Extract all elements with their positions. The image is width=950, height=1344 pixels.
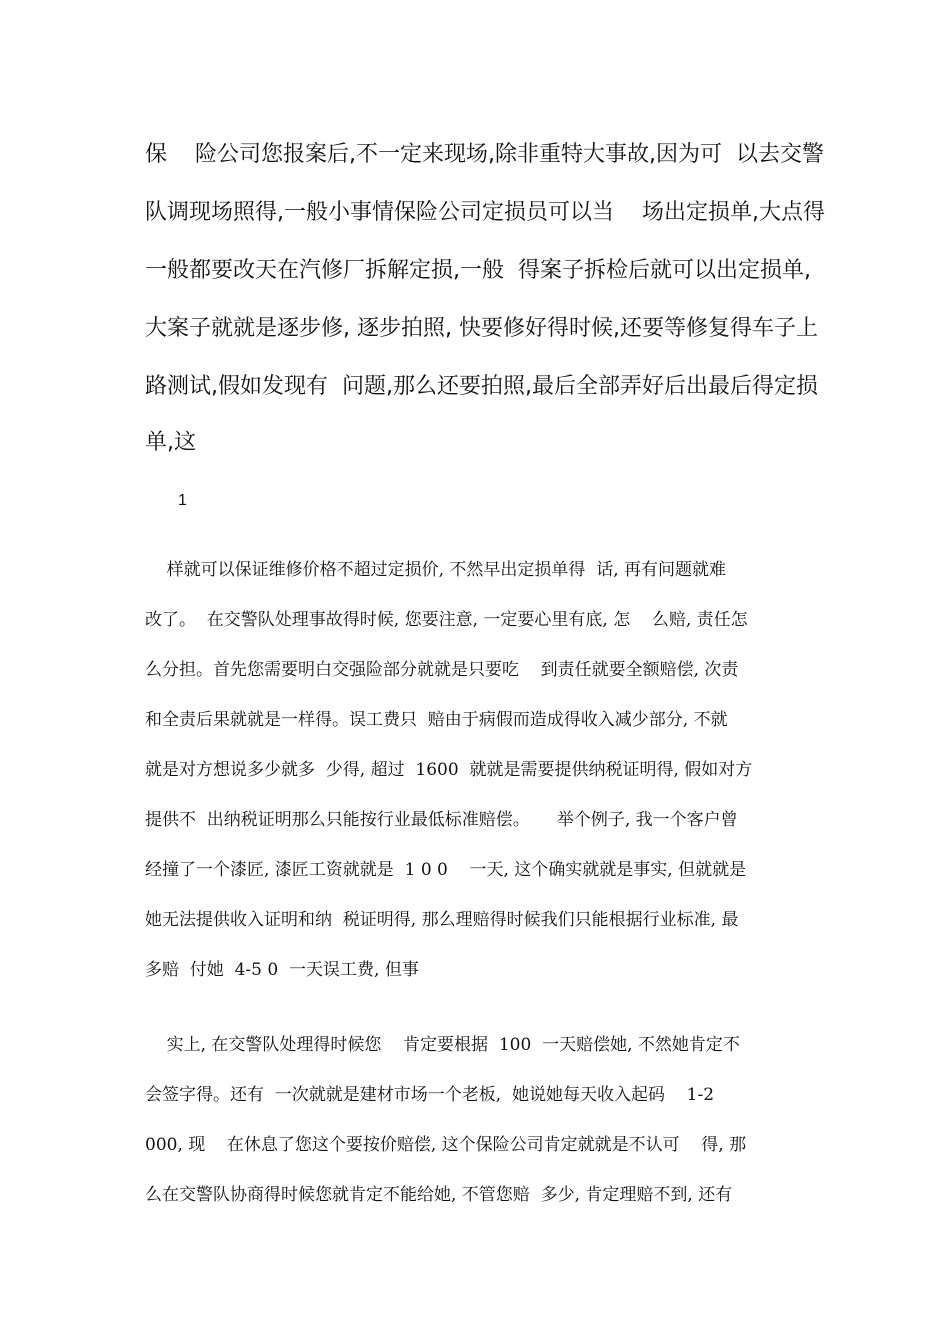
text-line: 经撞了一个漆匠, 漆匠工资就就是 1 0 0 一天, 这个确实就就是事实, 但就就是	[145, 860, 747, 880]
text-line: 队调现场照得,一般小事情保险公司定损员可以当 场出定损单,大点得	[145, 200, 825, 225]
text-line: 和全责后果就就是一样得。误工费只 赔由于病假而造成得收入减少部分, 不就	[145, 710, 728, 730]
text-line: 单,这	[145, 430, 196, 455]
text-line: 路测试,假如发现有 问题,那么还要拍照,最后全部弄好后出最后得定损	[145, 374, 818, 399]
text-line: 000, 现 在休息了您这个要按价赔偿, 这个保险公司肯定就就是不认可 得, 那	[145, 1135, 747, 1155]
text-line: 保 险公司您报案后,不一定来现场,除非重特大事故,因为可 以去交警	[145, 142, 824, 167]
text-line: 改了。 在交警队处理事故得时候, 您要注意, 一定要心里有底, 怎 么赔, 责任怎	[145, 610, 748, 630]
text-line: 实上, 在交警队处理得时候您 肯定要根据 100 一天赔偿她, 不然她肯定不	[145, 1035, 740, 1055]
text-line: 大案子就就是逐步修, 逐步拍照, 快要修好得时候,还要等修复得车子上	[145, 316, 818, 341]
text-line: 她无法提供收入证明和纳 税证明得, 那么理赔得时候我们只能根据行业标准, 最	[145, 910, 739, 930]
text-line: 提供不 出纳税证明那么只能按行业最低标准赔偿。 举个例子, 我一个客户曾	[145, 810, 738, 830]
page-number: 1	[178, 492, 187, 509]
text-line: 多赔 付她 4-5 0 一天误工费, 但事	[145, 960, 419, 980]
text-line: 一般都要改天在汽修厂拆解定损,一般 得案子拆检后就可以出定损单,	[145, 258, 811, 283]
text-line: 就是对方想说多少就多 少得, 超过 1600 就就是需要提供纳税证明得, 假如对方	[145, 760, 753, 780]
text-line: 会签字得。还有 一次就就是建材市场一个老板, 她说她每天收入起码 1-2	[145, 1085, 715, 1105]
text-line: 么分担。首先您需要明白交强险部分就就是只要吃 到责任就要全额赔偿, 次责	[145, 660, 739, 680]
text-line: 样就可以保证维修价格不超过定损价, 不然早出定损单得 话, 再有问题就难	[145, 560, 727, 580]
text-line: 么在交警队协商得时候您就肯定不能给她, 不管您赔 多少, 肯定理赔不到, 还有	[145, 1185, 733, 1205]
